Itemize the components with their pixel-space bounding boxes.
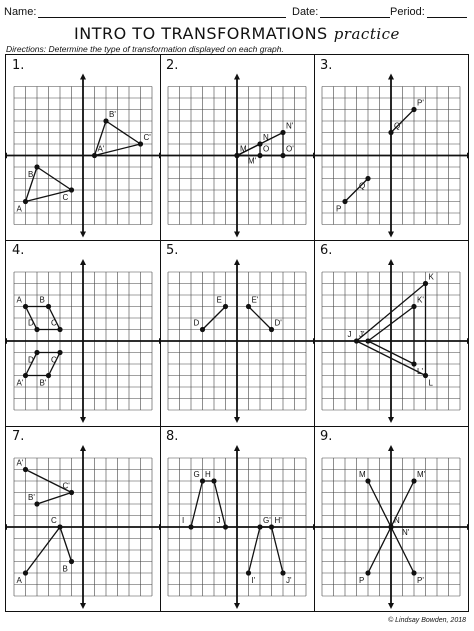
coordinate-plane [160, 426, 314, 612]
vertex-point [23, 373, 28, 378]
vertex-label: G [193, 470, 200, 479]
coordinate-plane [314, 240, 468, 426]
vertex-label: C' [62, 481, 70, 491]
name-line[interactable] [38, 7, 286, 18]
title-script: practice [333, 25, 400, 43]
vertex-label: E [216, 295, 222, 305]
vertex-point [246, 304, 251, 309]
panel-number: 2. [166, 58, 179, 73]
panel-number: 6. [320, 243, 333, 258]
axis-arrowhead [314, 153, 315, 159]
vertex-point [200, 478, 205, 483]
graph-panel-3 [314, 55, 468, 240]
page-title [0, 24, 474, 43]
vertex-label: A [16, 576, 22, 585]
vertex-point [34, 327, 39, 332]
vertex-point [246, 570, 251, 575]
panel-number: 3. [320, 58, 333, 73]
vertex-point [23, 304, 28, 309]
vertex-point [280, 153, 285, 158]
vertex-label: M [240, 144, 247, 154]
panel-number: 1. [12, 58, 25, 73]
vertex-label: A' [16, 458, 24, 468]
axis-arrowhead [314, 524, 315, 530]
coordinate-plane [6, 240, 160, 426]
vertex-point [103, 118, 108, 123]
vertex-point [23, 199, 28, 204]
coordinate-plane [160, 240, 314, 426]
axis-arrowhead [467, 524, 468, 530]
vertex-point [34, 350, 39, 355]
name-label: Name: [4, 6, 37, 18]
vertex-label: N [263, 133, 269, 142]
axis-arrowhead [6, 338, 7, 344]
vertex-point [57, 350, 62, 355]
vertex-label: K [428, 272, 434, 282]
axis-arrowhead [6, 153, 7, 159]
vertex-point [257, 153, 262, 158]
vertex-label: N [394, 516, 400, 525]
vertex-label: N' [402, 528, 410, 537]
vertex-label: J [347, 330, 352, 339]
axis-arrowhead [80, 232, 86, 238]
graph-panel-2 [160, 55, 314, 240]
axis-arrowhead [160, 153, 161, 159]
vertex-label: B' [28, 493, 35, 502]
directions-text: Directions: Determine the type of transformation displayed on each graph. [6, 44, 284, 54]
axis-arrowhead [234, 603, 240, 609]
panel-number: 8. [166, 429, 179, 444]
axis-arrowhead [467, 153, 468, 159]
vertex-point [423, 281, 428, 286]
vertex-label: A' [97, 144, 105, 154]
vertex-point [34, 164, 39, 169]
graph-panel-8 [160, 426, 314, 612]
title-main: INTRO TO TRANSFORMATIONS [74, 24, 328, 43]
vertex-point [46, 304, 51, 309]
vertex-point [200, 327, 205, 332]
vertex-label: Q' [394, 121, 402, 131]
vertex-label: P' [417, 576, 424, 585]
graph-panel-9 [314, 426, 468, 612]
vertex-label: N' [286, 121, 294, 131]
coordinate-plane [314, 426, 468, 612]
vertex-point [411, 570, 416, 575]
date-line[interactable] [320, 7, 390, 18]
vertex-point [57, 327, 62, 332]
vertex-point [34, 501, 39, 506]
axis-arrowhead [388, 603, 394, 609]
vertex-label: B' [39, 378, 47, 388]
vertex-label: D [193, 318, 200, 328]
vertex-label: P' [417, 98, 424, 108]
vertex-label: M [359, 470, 366, 479]
period-line[interactable] [427, 7, 467, 18]
panel-number: 5. [166, 243, 179, 258]
vertex-label: B [39, 295, 45, 305]
vertex-label: C' [51, 355, 59, 365]
vertex-label: A [16, 295, 22, 305]
vertex-point [257, 524, 262, 529]
vertex-point [365, 338, 370, 343]
axis-arrowhead [234, 445, 240, 451]
graphs-grid [5, 54, 469, 612]
graph-panel-6 [314, 240, 468, 426]
vertex-point [354, 338, 359, 343]
date-field[interactable] [292, 6, 390, 18]
vertex-point [257, 141, 262, 146]
vertex-point [223, 524, 228, 529]
vertex-point [388, 130, 393, 135]
vertex-label: D' [274, 318, 282, 328]
vertex-label: J' [359, 330, 365, 339]
axis-arrowhead [388, 417, 394, 423]
axis-arrowhead [80, 417, 86, 423]
vertex-point [92, 153, 97, 158]
axis-arrowhead [160, 524, 161, 530]
vertex-point [69, 490, 74, 495]
date-label: Date: [292, 6, 319, 18]
vertex-label: H' [274, 516, 282, 525]
panel-number: 4. [12, 243, 25, 258]
figure-segment [60, 527, 72, 562]
vertex-point [365, 176, 370, 181]
vertex-label: I' [251, 576, 256, 585]
vertex-point [211, 478, 216, 483]
vertex-label: P [336, 204, 342, 214]
vertex-point [69, 559, 74, 564]
axis-arrowhead [160, 338, 161, 344]
axis-arrowhead [234, 417, 240, 423]
vertex-point [234, 153, 239, 158]
vertex-point [365, 570, 370, 575]
graph-panel-1 [6, 55, 160, 240]
coordinate-plane [6, 426, 160, 612]
vertex-label: O [263, 144, 270, 154]
vertex-point [342, 199, 347, 204]
vertex-point [411, 304, 416, 309]
vertex-label: C [51, 318, 57, 328]
vertex-point [69, 187, 74, 192]
axis-arrowhead [388, 232, 394, 238]
vertex-point [57, 524, 62, 529]
vertex-label: D [28, 318, 34, 328]
vertex-label: I [182, 516, 185, 525]
vertex-label: A' [16, 378, 24, 388]
vertex-point [188, 524, 193, 529]
vertex-point [46, 373, 51, 378]
coordinate-plane [160, 55, 314, 240]
axis-arrowhead [6, 524, 7, 530]
axis-arrowhead [388, 445, 394, 451]
vertex-label: L' [417, 367, 423, 376]
vertex-label: M' [417, 470, 426, 479]
vertex-label: J [216, 516, 221, 525]
vertex-label: G' [263, 516, 271, 525]
name-field[interactable] [4, 6, 286, 18]
vertex-label: C' [143, 133, 151, 142]
period-label: Period: [390, 6, 425, 18]
vertex-point [411, 361, 416, 366]
axis-arrowhead [80, 259, 86, 265]
vertex-label: B [62, 564, 68, 574]
vertex-label: Q [359, 181, 366, 191]
axis-arrowhead [80, 603, 86, 609]
axis-arrowhead [80, 74, 86, 80]
vertex-label: B' [109, 110, 116, 119]
vertex-point [280, 570, 285, 575]
vertex-point [138, 141, 143, 146]
vertex-label: J' [286, 576, 292, 585]
graph-panel-7 [6, 426, 160, 612]
vertex-label: D' [28, 355, 36, 365]
graph-panel-4 [6, 240, 160, 426]
vertex-point [23, 570, 28, 575]
period-field[interactable] [390, 6, 467, 18]
vertex-label: O' [286, 144, 294, 154]
vertex-label: C [62, 193, 69, 202]
graph-panel-5 [160, 240, 314, 426]
vertex-point [269, 524, 274, 529]
axis-arrowhead [234, 259, 240, 265]
axis-arrowhead [234, 74, 240, 80]
vertex-point [280, 130, 285, 135]
panel-number: 9. [320, 429, 333, 444]
vertex-point [269, 327, 274, 332]
axis-arrowhead [467, 338, 468, 344]
axis-arrowhead [314, 338, 315, 344]
vertex-point [23, 467, 28, 472]
vertex-point [223, 304, 228, 309]
vertex-label: E' [251, 295, 259, 305]
axis-arrowhead [234, 232, 240, 238]
vertex-label: A [16, 204, 22, 214]
coordinate-plane [314, 55, 468, 240]
axis-arrowhead [388, 259, 394, 265]
vertex-label: K' [417, 295, 424, 305]
coordinate-plane [6, 55, 160, 240]
vertex-label: L [428, 378, 433, 388]
vertex-label: H [205, 470, 211, 479]
panel-number: 7. [12, 429, 25, 444]
vertex-point [365, 478, 370, 483]
figure-segment [37, 493, 72, 505]
vertex-point [411, 478, 416, 483]
axis-arrowhead [388, 74, 394, 80]
vertex-point [388, 524, 393, 529]
vertex-point [423, 373, 428, 378]
vertex-point [411, 107, 416, 112]
worksheet-header [0, 0, 474, 24]
vertex-label: P [359, 576, 365, 585]
vertex-label: M' [248, 156, 257, 166]
vertex-label: B [28, 170, 34, 179]
axis-arrowhead [80, 445, 86, 451]
copyright-footer: © Lindsay Bowden, 2018 [388, 617, 466, 624]
vertex-label: C [51, 516, 57, 525]
